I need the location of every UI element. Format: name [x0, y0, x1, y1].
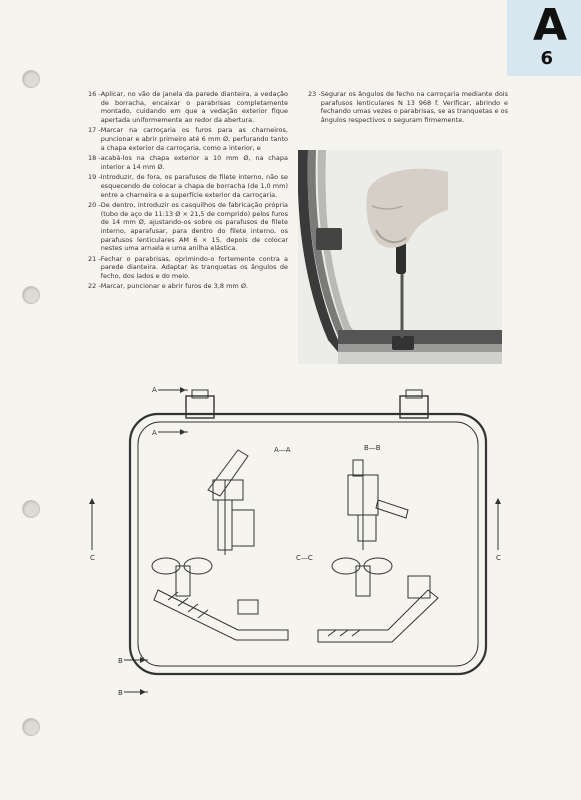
section-marker-b: B: [118, 689, 123, 697]
step-number: 23 -: [308, 90, 321, 98]
step-item: [88, 282, 288, 291]
section-marker-a: A: [152, 386, 157, 394]
section-letter: A: [532, 0, 567, 51]
step-item: [88, 173, 288, 199]
binder-hole: [22, 718, 40, 736]
section-marker-c: C: [90, 554, 95, 562]
binder-hole: [22, 286, 40, 304]
section-marker-c: C: [496, 554, 501, 562]
section-label-cc: C—C: [296, 554, 313, 562]
step-number: 21 -: [88, 254, 101, 263]
step-number: 16 -: [88, 90, 101, 98]
page-number: 6: [540, 48, 553, 69]
step-text: Introduzir, de fora, os parafusos de filete interno, não se esquecendo de colocar a chapa de borracha (de 1,0 mm) entre a charneira e a superfície exterior da carroçaria.: [100, 173, 288, 199]
step-number: 19 -: [88, 173, 101, 182]
binder-hole: [22, 70, 40, 88]
step-text: Segurar os ângulos de fecho na carroçaria mediante dois parafusos lenticulares N 13 968 f. Verificar, abrindo e fechando umas vezes o parabrisas, se as tranquetas e os ângulos respectivos o seguram firmemente.: [320, 90, 508, 124]
step-item: [88, 154, 288, 171]
step-text: Marcar, puncionar e abrir furos de 3,8 mm Ø.: [100, 282, 248, 291]
step-number: 20 -: [88, 201, 101, 210]
binder-hole: [22, 500, 40, 518]
step-item: [308, 90, 508, 124]
section-marker-a: A: [152, 429, 157, 437]
step-item: [88, 255, 288, 281]
step-item: [88, 90, 288, 124]
step-item: [88, 201, 288, 253]
section-tab: [507, 0, 581, 76]
step-number: 17 -: [88, 126, 101, 135]
step-text: acabá-los na chapa exterior a 10 mm Ø, na chapa interior a 14 mm Ø.: [100, 154, 288, 171]
instructions-left-column: [88, 90, 288, 293]
step-text: Fechar o parabrisas, oprimindo-o fortemente contra a parede dianteira. Adaptar às tranquetas os ângulos de fecho, dos lados e do meio.: [100, 254, 288, 280]
section-label-aa: A—A: [274, 446, 291, 454]
section-marker-b: B: [118, 657, 123, 665]
step-item: [88, 126, 288, 152]
step-text: Aplicar, no vão de janela da parede dianteira, a vedação de borracha, encaixar o parabrisas completamente montado, cuidando em que a vedação exterior fique apertada uniformemente ao redor da abertura.: [100, 90, 288, 124]
screwdriver-photo: [298, 150, 502, 364]
instructions-right-column: [308, 90, 508, 126]
section-label-bb: B—B: [364, 444, 381, 452]
step-text: De dentro, introduzir os casquilhos de fabricação própria (tubo de aço de 11:13 Ø × 21,5 de comprido) pelos furos de 14 mm Ø, ajustando-os sobre os parafusos de filete interno, aparafusar, para dentro do filete interno, os parafusos lenticulares AM 6 × 15, depois de colocar nestes uma arruela e uma anilha elástica.: [100, 201, 288, 253]
step-text: Marcar na carroçaria os furos para as charneiros, puncionar e abrir primeiro até 6 mm Ø, perfurando tanto a chapa exterior da carroçaria, como a interior, e: [100, 126, 288, 152]
windshield-section-diagram: [88, 380, 518, 700]
step-number: 22 -: [88, 282, 101, 291]
step-number: 18 -: [88, 154, 101, 163]
